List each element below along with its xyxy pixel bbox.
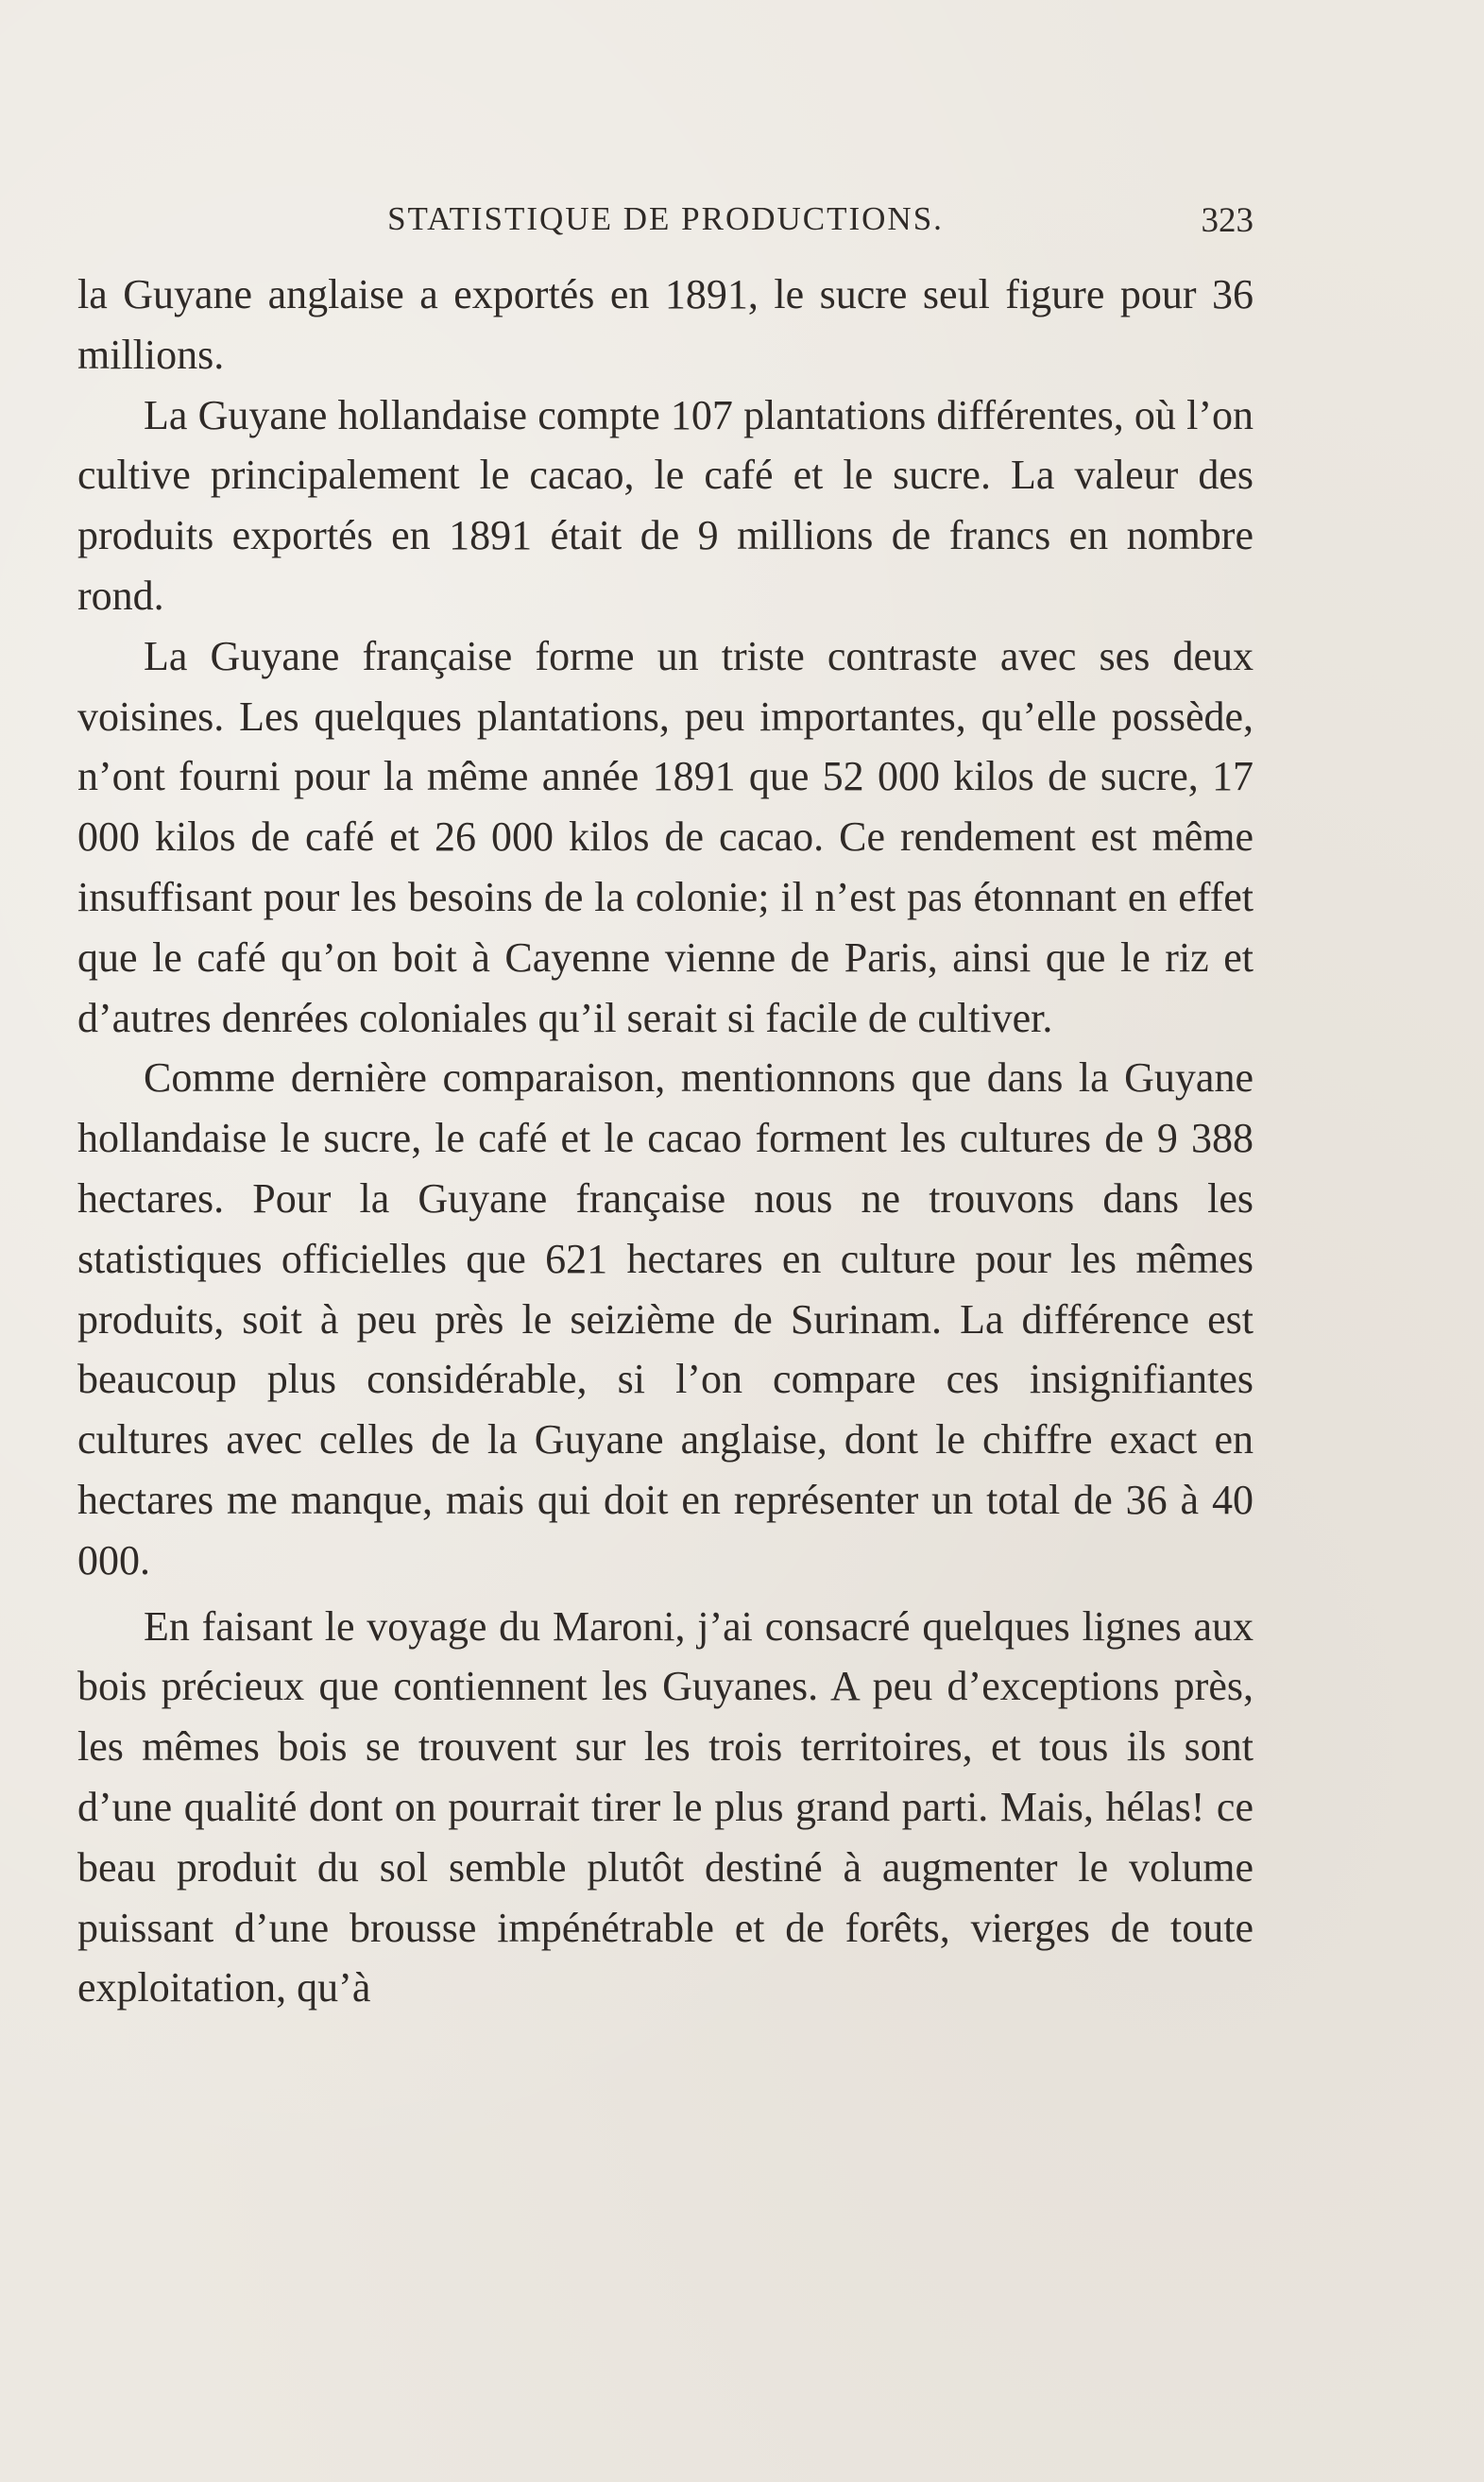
paragraph-comparison: Comme dernière comparaison, mentionnons que dans la Guyane hollandaise le sucre, le café et le cacao forment les cultures de 9 388 hectares. Pour la Guyane française nous ne trouvons dans les statistiques officielles que 621 hectares en culture pour les mêmes produits, soit à peu près le seizième de Surinam. La différence est beaucoup plus considérable, si l’on compare ces insignifiantes cultures avec celles de la Guyane anglaise, dont le chiffre exact en hectares me manque, mais qui doit en représenter un total de 36 à 40 000.	[77, 1054, 1254, 1583]
page-number: 323	[1201, 201, 1254, 240]
body-text	[77, 265, 1254, 2018]
running-title: STATISTIQUE DE PRODUCTIONS.	[387, 200, 944, 237]
paragraph-french-guiana: La Guyane française forme un triste contraste avec ses deux voisines. Les quelques plantations, peu importantes, qu’elle possède, n’ont fourni pour la même année 1891 que 52 000 kilos de sucre, 17 000 kilos de café et 26 000 kilos de cacao. Ce rendement est même insuffisant pour les besoins de la colonie; il n’est pas étonnant en effet que le café qu’on boit à Cayenne vienne de Paris, ainsi que le riz et d’autres denrées coloniales qu’il serait si facile de cultiver.	[77, 632, 1254, 1041]
running-head	[77, 200, 1254, 249]
paragraph-dutch-guiana: La Guyane hollandaise compte 107 plantations différentes, où l’on cultive principalement le cacao, le café et le sucre. La valeur des produits exportés en 1891 était de 9 millions de francs en nombre rond.	[77, 391, 1254, 619]
paragraph-continuation: la Guyane anglaise a exportés en 1891, le sucre seul figure pour 36 millions.	[77, 271, 1254, 378]
paragraph-precious-woods: En faisant le voyage du Maroni, j’ai consacré quelques lignes aux bois précieux que contiennent les Guyanes. A peu d’exceptions près, les mêmes bois se trouvent sur les trois territoires, et tous ils sont d’une qualité dont on pourrait tirer le plus grand parti. Mais, hélas! ce beau produit du sol semble plutôt destiné à augmenter le volume puissant d’une brousse impénétrable et de forêts, vierges de toute exploitation, qu’à	[77, 1602, 1254, 2011]
